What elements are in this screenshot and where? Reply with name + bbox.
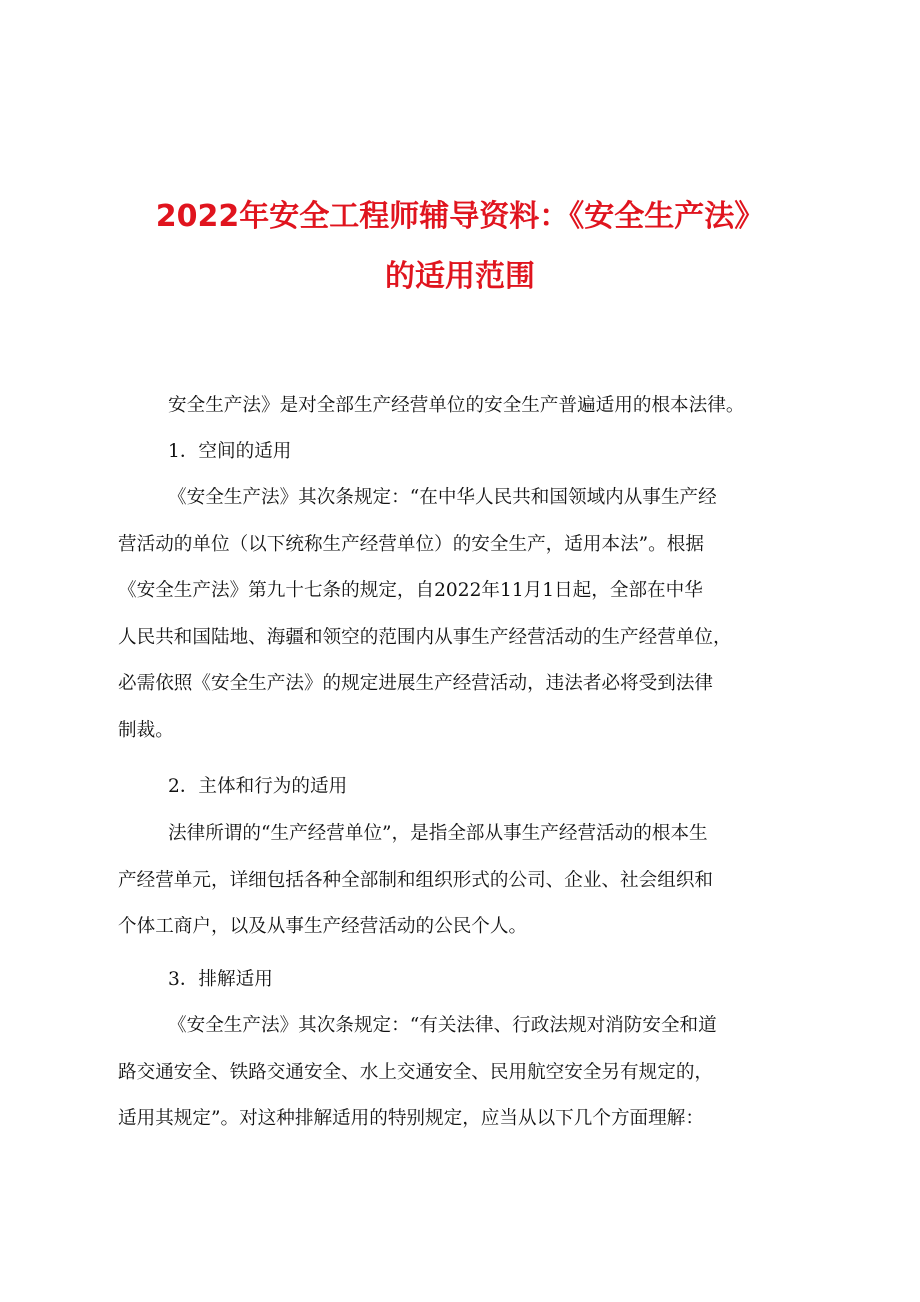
paragraph-line: 人民共和国陆地、海疆和领空的范围内从事生产经营活动的生产经营单位， <box>118 626 732 648</box>
section-heading: 3．排解适用 <box>168 969 273 990</box>
paragraph-exclusion <box>118 1016 808 1129</box>
paragraph-intro <box>118 396 808 416</box>
paragraph-line: 产经营单元，详细包括各种全部制和组织形式的公司、企业、社会组织和 <box>118 869 714 891</box>
paragraph-line: 必需依照《安全生产法》的规定进展生产经营活动，违法者必将受到法律 <box>118 673 714 694</box>
section-heading: 1．空间的适用 <box>168 441 292 462</box>
document-title-line-1: 2022年安全工程师辅导资料：《安全生产法》 <box>155 199 765 234</box>
heading-subject-scope <box>118 777 808 797</box>
paragraph-line: 制裁。 <box>118 719 174 741</box>
paragraph-line: 《安全生产法》第九十七条的规定，自2022年11月1日起，全部在中华 <box>118 580 703 601</box>
paragraph-line: 《安全生产法》其次条规定：“在中华人民共和国领域内从事生产经 <box>168 487 717 508</box>
heading-space-scope <box>118 442 808 462</box>
heading-exclusion <box>118 970 808 990</box>
document-title-line-2: 的适用范围 <box>385 259 535 294</box>
paragraph-line: 个体工商户，以及从事生产经营活动的公民个人。 <box>118 916 528 937</box>
paragraph-line: 路交通安全、铁路交通安全、水上交通安全、民用航空安全另有规定的， <box>118 1061 714 1083</box>
paragraph-line: 适用其规定”。对这种排解适用的特别规定，应当从以下几个方面理解： <box>118 1108 704 1129</box>
paragraph-line: 法律所谓的“生产经营单位”，是指全部从事生产经营活动的根本生 <box>168 823 708 844</box>
paragraph-line: 营活动的单位（以下统称生产经营单位）的安全生产，适用本法”。根据 <box>118 533 704 555</box>
paragraph-subject-scope <box>118 824 808 937</box>
paragraph-line: 安全生产法》是对全部生产经营单位的安全生产普遍适用的根本法律。 <box>168 395 745 416</box>
section-heading: 2．主体和行为的适用 <box>168 776 348 797</box>
paragraph-line: 《安全生产法》其次条规定：“有关法律、行政法规对消防安全和道 <box>168 1015 717 1036</box>
paragraph-space-scope <box>118 488 808 741</box>
